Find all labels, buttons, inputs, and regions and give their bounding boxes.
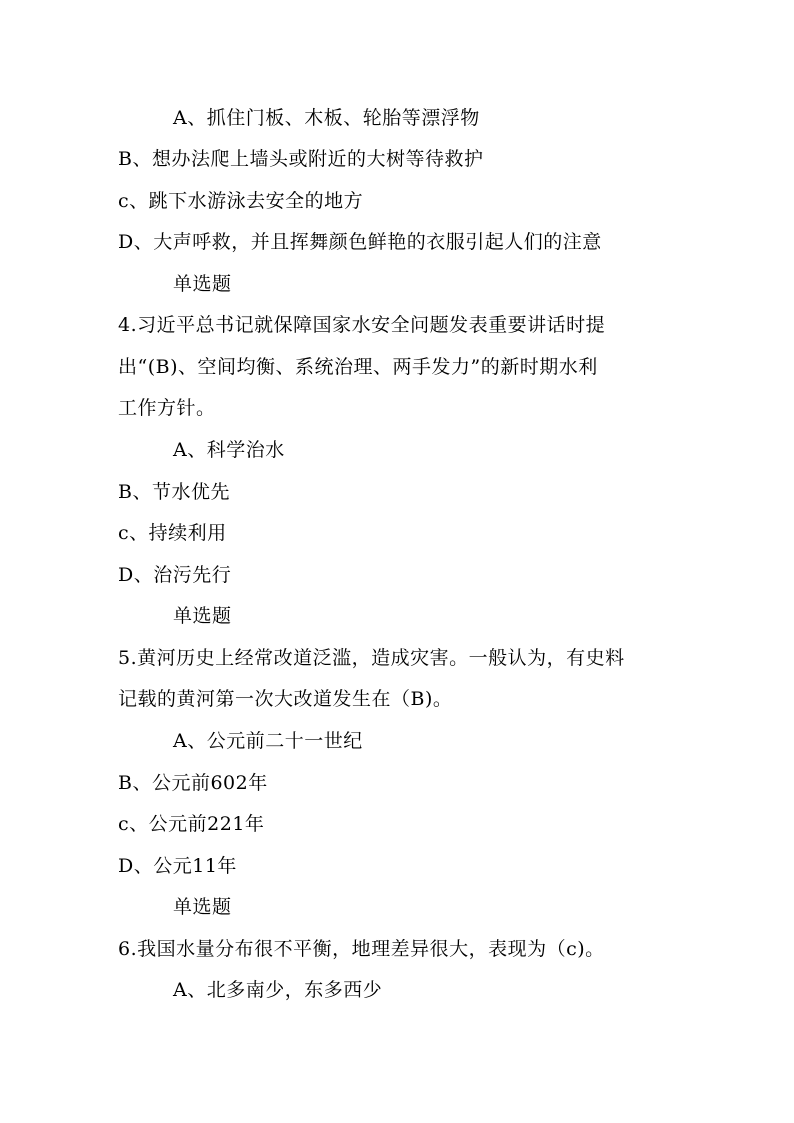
q4-type-label: 单选题 — [173, 273, 232, 295]
q5-option-d: D、公元11年 — [118, 855, 237, 877]
q5-option-a: A、公元前二十一世纪 — [173, 730, 363, 752]
q6-stem-line-1: 6.我国水量分布很不平衡，地理差异很大，表现为（c)。 — [118, 938, 605, 960]
q4-option-a: A、科学治水 — [173, 439, 285, 461]
q5-option-c: c、公元前221年 — [118, 813, 265, 835]
q3-option-a: A、抓住门板、木板、轮胎等漂浮物 — [173, 107, 480, 129]
q5-type-label: 单选题 — [173, 605, 232, 627]
q6-option-a: A、北多南少，东多西少 — [173, 979, 383, 1001]
q4-option-c: c、持续利用 — [118, 522, 227, 544]
q5-option-b: B、公元前602年 — [118, 772, 268, 794]
q5-stem-line-1: 5.黄河历史上经常改道泛滥，造成灾害。一般认为，有史料 — [118, 647, 625, 669]
q4-stem-line-1: 4.习近平总书记就保障国家水安全问题发表重要讲话时提 — [118, 314, 606, 336]
q4-stem-line-2: 出“(B)、空间均衡、系统治理、两手发力”的新时期水利 — [118, 356, 598, 378]
q5-stem-line-2: 记载的黄河第一次大改道发生在（B)。 — [118, 688, 453, 710]
q4-option-d: D、治污先行 — [118, 564, 232, 586]
q3-option-d: D、大声呼救，并且挥舞颜色鲜艳的衣服引起人们的注意 — [118, 231, 602, 253]
q3-option-c: c、跳下水游泳去安全的地方 — [118, 190, 364, 212]
q6-type-label: 单选题 — [173, 896, 232, 918]
q4-stem-line-3: 工作方针。 — [118, 397, 216, 419]
q4-option-b: B、节水优先 — [118, 481, 230, 503]
q3-option-b: B、想办法爬上墙头或附近的大树等待救护 — [118, 148, 484, 170]
